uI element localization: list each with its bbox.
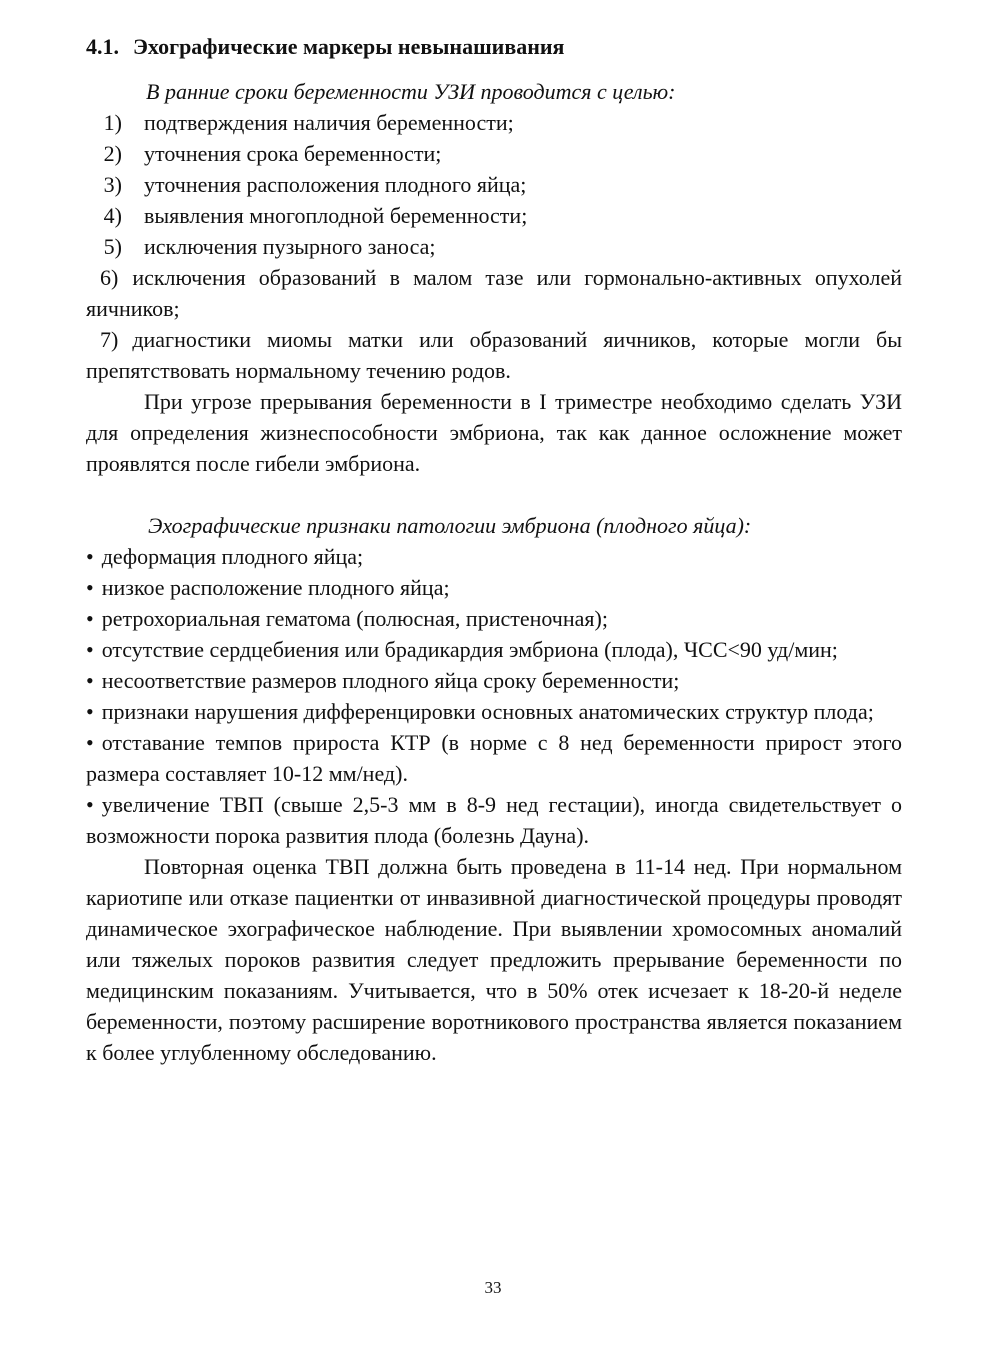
list-item: [86, 200, 902, 231]
item-text: исключения пузырного заноса;: [144, 234, 436, 259]
item-text: признаки нарушения дифференцировки основных анатомических структур плода;: [101, 699, 874, 724]
list-item: [86, 665, 902, 696]
item-text: исключения образований в малом тазе или гормонально-активных опухолей яичников;: [86, 265, 902, 321]
list-item: [86, 107, 902, 138]
page-number: 33: [484, 1278, 502, 1297]
early-ultrasound-list: [86, 107, 902, 386]
list-item: [86, 603, 902, 634]
section-heading: [86, 30, 902, 64]
list-item: [86, 324, 902, 386]
bullet-icon: •: [86, 668, 94, 693]
item-text: подтверждения наличия беременности;: [144, 110, 514, 135]
item-text: уточнения срока беременности;: [144, 141, 442, 166]
early-ultrasound-heading: В ранние сроки беременности УЗИ проводится с целью:: [146, 79, 676, 104]
threat-paragraph: При угрозе прерывания беременности в I триместре необходимо сделать УЗИ для определения жизнеспособности эмбриона, так как данное осложнение может проявлятся после гибели эмбриона.: [86, 389, 902, 476]
bullet-icon: •: [86, 544, 94, 569]
item-number: 1): [103, 110, 122, 135]
item-text: отставание темпов прироста КТР (в норме с 8 нед беременности прирост этого размера составляет 10-12 мм/нед).: [86, 730, 902, 786]
list-item: [86, 169, 902, 200]
embryo-pathology-list: [86, 541, 902, 851]
bullet-icon: •: [86, 792, 94, 817]
item-number: 4): [103, 203, 122, 228]
final-paragraph: Повторная оценка ТВП должна быть проведена в 11-14 нед. При нормальном кариотипе или отказе пациентки от инвазивной диагностической процедуры проводят динамическое эхографическое наблюдение. При выявлении хромосомных аномалий или тяжелых пороков развития следует предложить прерывание беременности по медицинским показаниям. Учитывается, что в 50% отек исчезает к 18-20-й неделе беременности, поэтому расширение воротникового пространства является показанием к более углубленному обследованию.: [86, 854, 902, 1065]
bullet-icon: •: [86, 575, 94, 600]
item-text: диагностики миомы матки или образований яичников, которые могли бы препятствовать нормальному течению родов.: [86, 327, 902, 383]
item-text: увеличение ТВП (свыше 2,5-3 мм в 8-9 нед гестации), иногда свидетельствует о возможности порока развития плода (болезнь Дауна).: [86, 792, 902, 848]
list-item: [86, 789, 902, 851]
embryo-pathology-heading: Эхографические признаки патологии эмбриона (плодного яйца):: [148, 513, 752, 538]
item-number: 3): [103, 172, 122, 197]
item-number: 6): [100, 265, 119, 290]
item-text: отсутствие сердцебиения или брадикардия эмбриона (плода), ЧСС<90 уд/мин;: [101, 637, 838, 662]
bullet-icon: •: [86, 637, 94, 662]
item-text: уточнения расположения плодного яйца;: [144, 172, 527, 197]
list-item: [86, 696, 902, 727]
list-item: [86, 138, 902, 169]
list-item: [86, 572, 902, 603]
bullet-icon: •: [86, 606, 94, 631]
bullet-icon: •: [86, 730, 94, 755]
item-text: ретрохориальная гематома (полюсная, пристеночная);: [101, 606, 608, 631]
item-number: 7): [100, 327, 119, 352]
list-item: [86, 262, 902, 324]
list-item: [86, 634, 902, 665]
bullet-icon: •: [86, 699, 94, 724]
item-text: низкое расположение плодного яйца;: [101, 575, 450, 600]
section-number: 4.1.: [86, 34, 119, 59]
list-item: [86, 231, 902, 262]
item-text: деформация плодного яйца;: [101, 544, 364, 569]
item-text: выявления многоплодной беременности;: [144, 203, 528, 228]
list-item: [86, 727, 902, 789]
page-content: [86, 30, 902, 1068]
item-number: 2): [103, 141, 122, 166]
item-text: несоответствие размеров плодного яйца сроку беременности;: [101, 668, 680, 693]
item-number: 5): [103, 234, 122, 259]
section-title: Эхографические маркеры невынашивания: [133, 34, 565, 59]
list-item: [86, 541, 902, 572]
